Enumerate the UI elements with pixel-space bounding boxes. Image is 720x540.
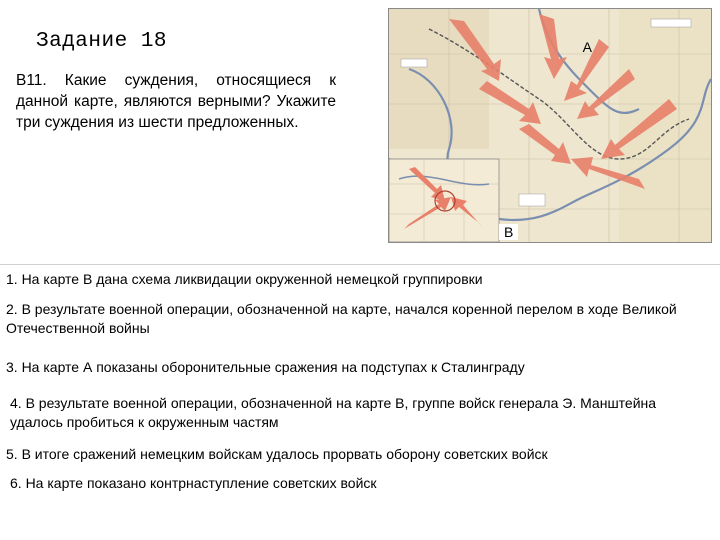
question-text: В11. Какие суждения, относящиеся к данной карте, являются верными? Укажите три суждения из шести предложенных. (16, 72, 336, 131)
map-graphic (389, 9, 711, 242)
historical-map (388, 8, 712, 243)
map-label-a: А (582, 39, 592, 55)
statement-4: 4. В результате военной операции, обозначенной на карте В, группе войск генерала Э. Манштейна удалось пробиться к окруженным частям (10, 395, 657, 430)
statement-1: 1. На карте В дана схема ликвидации окруженной немецкой группировки (6, 271, 483, 287)
statement-2: 2. В результате военной операции, обозначенной на карте, начался коренной перелом в ходе Великой Отечественной войны (6, 301, 677, 336)
map-label-b: В (499, 224, 518, 240)
statement-3: 3. На карте А показаны оборонительные сражения на подступах к Сталинграду (6, 359, 525, 375)
statement-5: 5. В итоге сражений немецким войскам удалось прорвать оборону советских войск (6, 446, 548, 462)
divider (0, 264, 720, 265)
task-title: Задание 18 (36, 30, 168, 53)
statement-6: 6. На карте показано контрнаступление советских войск (10, 475, 377, 491)
